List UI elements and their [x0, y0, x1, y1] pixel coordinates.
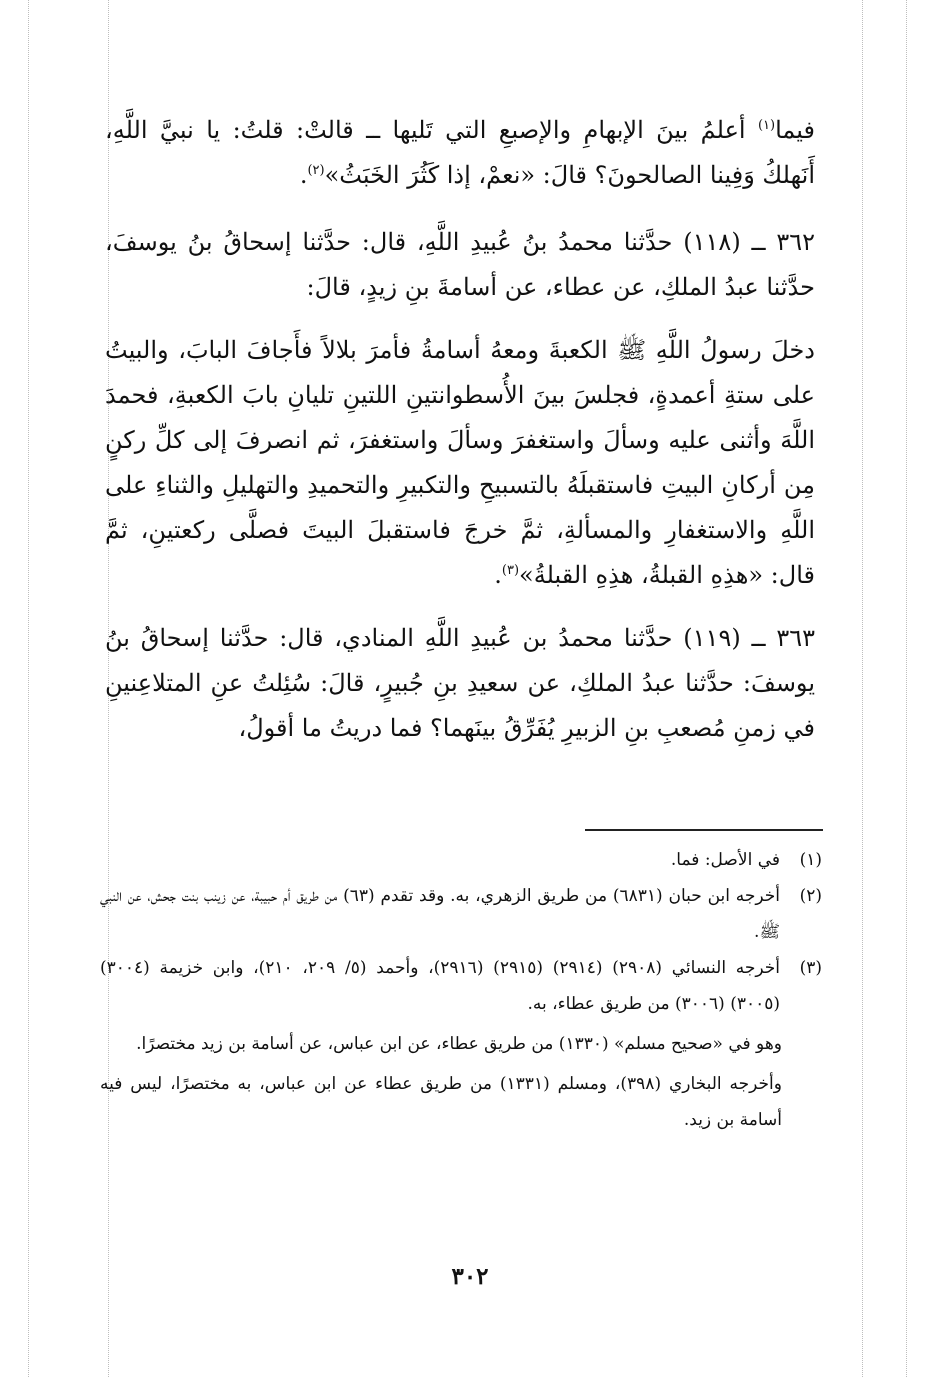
footnotes: [100, 842, 822, 1138]
text-span: أعلمُ بينَ الإبهامِ والإصبعِ التي تَليها ــ قالتْ: قلتُ: يا نبيَّ اللَّهِ، أَنَهلكُ وَفِينا الصالحونَ؟ قالَ: «نعمْ، إذا كَثُرَ الخَبَثُ»: [105, 116, 815, 189]
footnote-ref: (٢): [307, 163, 325, 178]
footnote-ref: (٣): [501, 563, 520, 578]
footnote-2: [100, 878, 822, 950]
footnote-number: (٣): [799, 958, 822, 978]
footnote-3: [100, 950, 822, 1022]
margin-guide: [28, 0, 29, 1377]
text-span: .: [299, 161, 308, 189]
paragraph-1: [105, 108, 815, 198]
text-span: .: [494, 561, 502, 589]
footnote-text: أخرجه ابن حبان (٦٨٣١) من طريق الزهري، به. وقد تقدم (٦٣) من طريق أم حبيبة، عن زينب بنت جحش، عن النبي ﷺ.: [100, 886, 780, 942]
footnote-text: في الأصل: فما.: [670, 850, 780, 870]
margin-guide: [906, 0, 907, 1377]
footnote-divider: [585, 829, 823, 831]
margin-guide: [862, 0, 863, 1377]
footnote-1: [100, 842, 822, 878]
text-span: دخلَ رسولُ اللَّهِ ﷺ الكعبةَ ومعهُ أسامةُ فأمرَ بلالاً فأَجافَ البابَ، والبيتُ على ستةِ أعمدةٍ، فجلسَ بينَ الأُسطوانتينِ اللتينِ تليانِ بابَ الكعبةِ، فحمدَ اللَّهَ وأثنى عليه وسألَ واستغفرَ وسألَ واستغفرَ، ثم انصرفَ إلى كلِّ ركنٍ مِن أركانِ البيتِ فاستقبلَهُ بالتسبيحِ والتكبيرِ والتحميدِ والتهليلِ والثناءِ على اللَّهِ والاستغفارِ والمسألةِ، ثمَّ خرجَ فاستقبلَ البيتَ فصلَّى ركعتينِ، ثمَّ قال: «هذِهِ القبلةُ، هذِهِ القبلةُ»: [105, 336, 815, 589]
text-span: فيما: [775, 116, 815, 144]
footnote-number: (٢): [799, 886, 822, 906]
footnote-3-continuation: وهو في «صحيح مسلم» (١٣٣٠) من طريق عطاء، عن ابن عباس، عن أسامة بن زيد مختصرًا.: [136, 1034, 782, 1054]
hadith-362-header: ٣٦٢ ــ (١١٨) حدَّثنا محمدُ بنُ عُبيدِ اللَّهِ، قال: حدَّثنا إسحاقُ بنُ يوسفَ، حدَّثنا عبدُ الملكِ، عن عطاء، عن أسامةَ بنِ زيدٍ، قالَ:: [105, 228, 816, 301]
page-number: ٣٠٢: [451, 1263, 489, 1290]
hadith-363-text: ٣٦٣ ــ (١١٩) حدَّثنا محمدُ بن عُبيدِ اللَّهِ المنادي، قال: حدَّثنا إسحاقُ بنُ يوسفَ: حدَّثنا عبدُ الملكِ، عن سعيدِ بنِ جُبيرٍ، قالَ: سُئِلتُ عنِ المتلاعِنينِ في زمنِ مُصعبِ بنِ الزبيرِ يُفَرِّقُ بينَهما؟ فما دريتُ ما أقولُ،: [105, 624, 816, 742]
main-text: [105, 108, 815, 769]
footnote-3-continuation: وأخرجه البخاري (٣٩٨)، ومسلم (١٣٣١) من طريق عطاء عن ابن عباس، به مختصرًا، ليس فيه أسامة بن زيد.: [100, 1074, 782, 1130]
footnote-number: (١): [799, 850, 822, 870]
hadith-362-text: [105, 328, 815, 598]
footnote-ref: (١): [757, 118, 776, 133]
footnote-text: أخرجه النسائي (٢٩٠٨) (٢٩١٤) (٢٩١٥) (٢٩١٦)، وأحمد (٥/ ٢٠٩، ٢١٠)، وابن خزيمة (٣٠٠٤) (٣٠٠٥) (٣٠٠٦) من طريق عطاء، به.: [100, 958, 780, 1014]
